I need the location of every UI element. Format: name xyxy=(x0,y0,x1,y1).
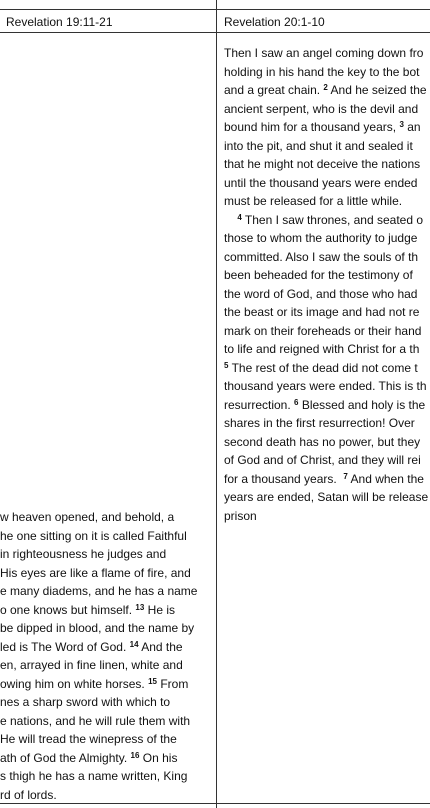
text-segment: His eyes are like a flame of fire, and xyxy=(0,565,191,580)
text-line xyxy=(0,619,212,638)
text-segment: w heaven opened, and behold, a xyxy=(0,510,175,524)
text-line xyxy=(224,488,430,507)
text-line xyxy=(0,508,212,527)
text-line xyxy=(224,137,430,156)
text-segment: mark on their foreheads or their hand xyxy=(224,323,422,338)
text-segment: And he seized the xyxy=(327,83,427,97)
verse-number: 4 xyxy=(237,212,242,222)
text-segment: shares in the first resurrection! Over xyxy=(224,416,415,430)
text-segment: nes a sharp sword with which to xyxy=(0,695,171,709)
text-line xyxy=(0,582,212,601)
text-segment: Blessed and holy is the xyxy=(298,397,426,412)
text-line xyxy=(224,414,430,433)
text-segment: for a thousand years. xyxy=(224,471,344,486)
text-segment: in righteousness he judges and xyxy=(0,547,167,561)
text-line xyxy=(0,601,212,620)
text-line xyxy=(0,656,212,675)
text-line xyxy=(224,507,430,526)
verse-number: 13 xyxy=(135,602,145,612)
text-segment: Then I saw an angel coming down fro xyxy=(224,46,424,60)
text-segment: the word of God, and those who had xyxy=(224,286,418,301)
verse-number: 5 xyxy=(224,360,229,370)
text-segment: be dipped in blood, and the name by xyxy=(0,621,195,635)
text-line xyxy=(224,285,430,304)
verse-number: 2 xyxy=(323,83,328,92)
right-column-header: Revelation 20:1-10 xyxy=(224,15,325,29)
text-segment: second death has no power, but they xyxy=(224,434,421,449)
text-segment: s thigh he has a name written, King xyxy=(0,769,188,783)
text-segment: holding in his hand the key to the bot xyxy=(224,64,420,79)
text-line xyxy=(224,100,430,119)
text-line xyxy=(0,730,212,749)
verse-number: 7 xyxy=(343,471,348,481)
text-segment: e nations, and he will rule them with xyxy=(0,713,191,728)
text-segment: must be released for a little while. xyxy=(224,194,403,208)
text-segment: And when the xyxy=(347,471,424,486)
text-line xyxy=(224,470,430,489)
text-segment: the beast or its image and had not re xyxy=(224,305,420,319)
text-line xyxy=(224,63,430,82)
text-line xyxy=(0,712,212,731)
text-segment: years are ended, Satan will be release xyxy=(224,490,429,504)
text-segment: o one knows but himself. xyxy=(0,602,136,617)
text-line xyxy=(0,675,212,694)
text-segment: ancient serpent, who is the devil and xyxy=(224,101,419,116)
text-line xyxy=(224,248,430,267)
text-segment: prison xyxy=(224,508,257,523)
verse-number: 14 xyxy=(129,639,139,649)
text-segment: On his xyxy=(139,750,178,765)
text-line xyxy=(224,44,430,63)
text-segment: that he might not deceive the nations xyxy=(224,157,421,171)
left-column-text xyxy=(0,508,212,804)
text-segment: he one sitting on it is called Faithful xyxy=(0,528,187,543)
text-line xyxy=(0,564,212,583)
text-line xyxy=(224,266,430,285)
verse-number: 3 xyxy=(399,120,404,129)
text-segment: committed. Also I saw the souls of th xyxy=(224,249,419,264)
text-segment: an xyxy=(403,120,421,134)
right-column-text xyxy=(224,44,430,523)
text-line xyxy=(0,749,212,768)
text-line xyxy=(0,545,212,564)
verse-number: 6 xyxy=(294,397,299,407)
column-divider xyxy=(216,0,217,808)
text-line xyxy=(224,229,430,248)
text-segment: of God and of Christ, and they will rei xyxy=(224,453,421,467)
text-line xyxy=(224,81,430,100)
text-line xyxy=(224,303,430,322)
text-segment: until the thousand years were ended xyxy=(224,175,418,190)
verse-number: 16 xyxy=(130,750,140,760)
text-line xyxy=(224,377,430,396)
text-line xyxy=(0,767,212,786)
text-segment: owing him on white horses. xyxy=(0,676,149,691)
text-segment: led is The Word of God. xyxy=(0,639,130,654)
text-line xyxy=(224,174,430,193)
text-line xyxy=(224,359,430,378)
text-line xyxy=(224,396,430,415)
text-segment: rd of lords. xyxy=(0,787,57,802)
text-line xyxy=(224,192,430,211)
text-line xyxy=(0,527,212,546)
text-line xyxy=(224,322,430,341)
verse-number: 15 xyxy=(148,676,157,686)
text-segment: been beheaded for the testimony of xyxy=(224,268,413,282)
text-segment: en, arrayed in fine linen, white and xyxy=(0,658,183,672)
text-segment xyxy=(224,213,237,227)
text-line xyxy=(224,211,430,230)
text-segment: From xyxy=(156,676,189,691)
text-segment: He will tread the winepress of the xyxy=(0,732,177,746)
text-segment: those to whom the authority to judge xyxy=(224,231,418,245)
text-segment: e many diadems, and he has a name xyxy=(0,584,198,598)
text-line xyxy=(0,693,212,712)
text-segment: resurrection. xyxy=(224,397,295,412)
text-line xyxy=(0,786,212,805)
text-segment: bound him for a thousand years, xyxy=(224,120,400,134)
text-line xyxy=(224,433,430,452)
text-segment: And the xyxy=(138,639,183,654)
text-line xyxy=(0,638,212,657)
text-segment: thousand years were ended. This is th xyxy=(224,379,427,393)
left-column-header: Revelation 19:11-21 xyxy=(6,15,113,29)
text-line xyxy=(224,155,430,174)
text-segment: ath of God the Almighty. xyxy=(0,750,131,765)
text-line xyxy=(224,451,430,470)
text-segment: He is xyxy=(144,602,175,617)
text-segment: to life and reigned with Christ for a th xyxy=(224,342,420,356)
text-segment: Then I saw thrones, and seated o xyxy=(241,212,424,227)
text-line xyxy=(224,118,430,137)
text-line xyxy=(224,340,430,359)
text-segment: The rest of the dead did not come t xyxy=(228,360,418,375)
text-segment: into the pit, and shut it and sealed it xyxy=(224,138,413,153)
header-divider xyxy=(0,32,430,33)
text-segment: and a great chain. xyxy=(224,83,324,97)
table-top-border xyxy=(0,9,430,10)
